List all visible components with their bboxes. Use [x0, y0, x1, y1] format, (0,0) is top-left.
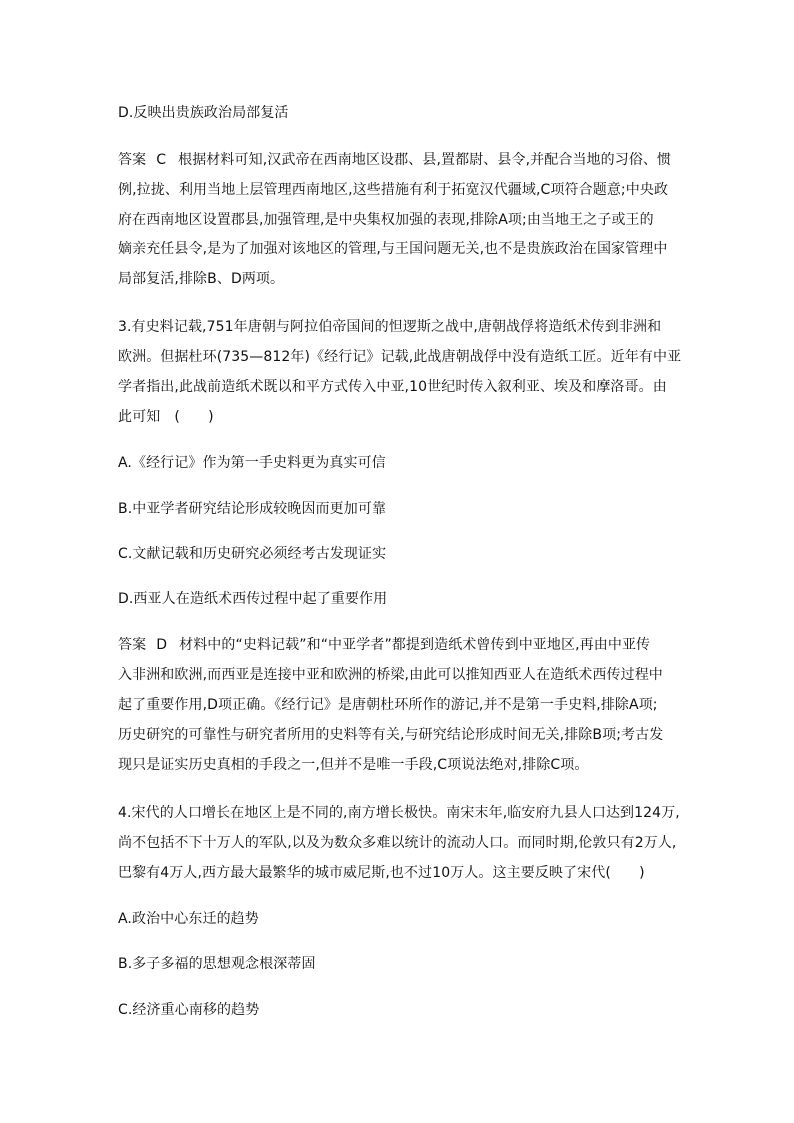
q2-explanation-line: 局部复活,排除B、D两项。 — [118, 271, 285, 287]
q4-stem-line: 尚不包括不下十万人的军队,以及为数众多难以统计的流动人口。而同时期,伦敦只有2万人, — [118, 835, 677, 851]
q4-option-b: B.多子多福的思想观念根深蒂固 — [118, 956, 316, 972]
q3-explanation-line: 现只是证实历史真相的手段之一,但并不是唯一手段,C项说法绝对,排除C项。 — [118, 757, 589, 773]
q3-answer-label: 答案 — [118, 637, 147, 653]
q3-stem-line: 学者指出,此战前造纸术既以和平方式传入中亚,10世纪时传入叙利亚、埃及和摩洛哥。由 — [118, 379, 667, 395]
q2-answer-line — [118, 151, 671, 169]
q2-option-d: D.反映出贵族政治局部复活 — [118, 105, 289, 121]
q3-stem-line: 此可知 ( ) — [118, 409, 214, 425]
q3-explanation-line: 入非洲和欧洲,而西亚是连接中亚和欧洲的桥梁,由此可以推知西亚人在造纸术西传过程中 — [118, 667, 663, 683]
q3-answer-key: D — [156, 637, 168, 653]
q3-option-a: A.《经行记》作为第一手史料更为真实可信 — [118, 455, 386, 471]
q4-stem-line: 巴黎有4万人,西方最大最繁华的城市威尼斯,也不过10万人。这主要反映了宋代( ) — [118, 865, 645, 881]
q3-explanation-line: 材料中的“史料记载”和“中亚学者”都提到造纸术曾传到中亚地区,再由中亚传 — [179, 637, 651, 653]
q2-explanation-line: 例,拉拢、利用当地上层管理西南地区,这些措施有利于拓宽汉代疆域,C项符合题意;中央政 — [118, 182, 669, 198]
q3-option-c: C.文献记载和历史研究必须经考古发现证实 — [118, 546, 387, 562]
q4-stem-line: 4.宋代的人口增长在地区上是不同的,南方增长极快。南宋末年,临安府九县人口达到124万, — [118, 805, 680, 821]
q2-explanation-line: 根据材料可知,汉武帝在西南地区设郡、县,置都尉、县令,并配合当地的习俗、惯 — [178, 152, 672, 168]
q4-option-c: C.经济重心南移的趋势 — [118, 1002, 260, 1018]
q2-answer-label: 答案 — [118, 152, 147, 168]
q3-option-b: B.中亚学者研究结论形成较晚因而更加可靠 — [118, 501, 387, 517]
q3-stem-line: 3.有史料记载,751年唐朝与阿拉伯帝国间的怛逻斯之战中,唐朝战俘将造纸术传到非洲和 — [118, 319, 662, 335]
q3-explanation-line: 历史研究的可靠性与研究者所用的史料等有关,与研究结论形成时间无关,排除B项;考古发 — [118, 727, 664, 743]
q2-explanation-line: 嫡亲充任县令,是为了加强对该地区的管理,与王国问题无关,也不是贵族政治在国家管理中 — [118, 241, 668, 257]
q3-explanation-line: 起了重要作用,D项正确。《经行记》是唐朝杜环所作的游记,并不是第一手史料,排除A项; — [118, 697, 658, 713]
q2-explanation-line: 府在西南地区设置郡县,加强管理,是中央集权加强的表现,排除A项;由当地王之子或王的 — [118, 212, 654, 228]
q4-option-a: A.政治中心东迁的趋势 — [118, 911, 259, 927]
q3-option-d: D.西亚人在造纸术西传过程中起了重要作用 — [118, 591, 388, 607]
q3-answer-line — [118, 636, 650, 654]
q3-stem-line: 欧洲。但据杜环(735—812年)《经行记》记载,此战唐朝战俘中没有造纸工匠。近年有中亚 — [118, 349, 682, 365]
q2-answer-key: C — [156, 152, 167, 168]
